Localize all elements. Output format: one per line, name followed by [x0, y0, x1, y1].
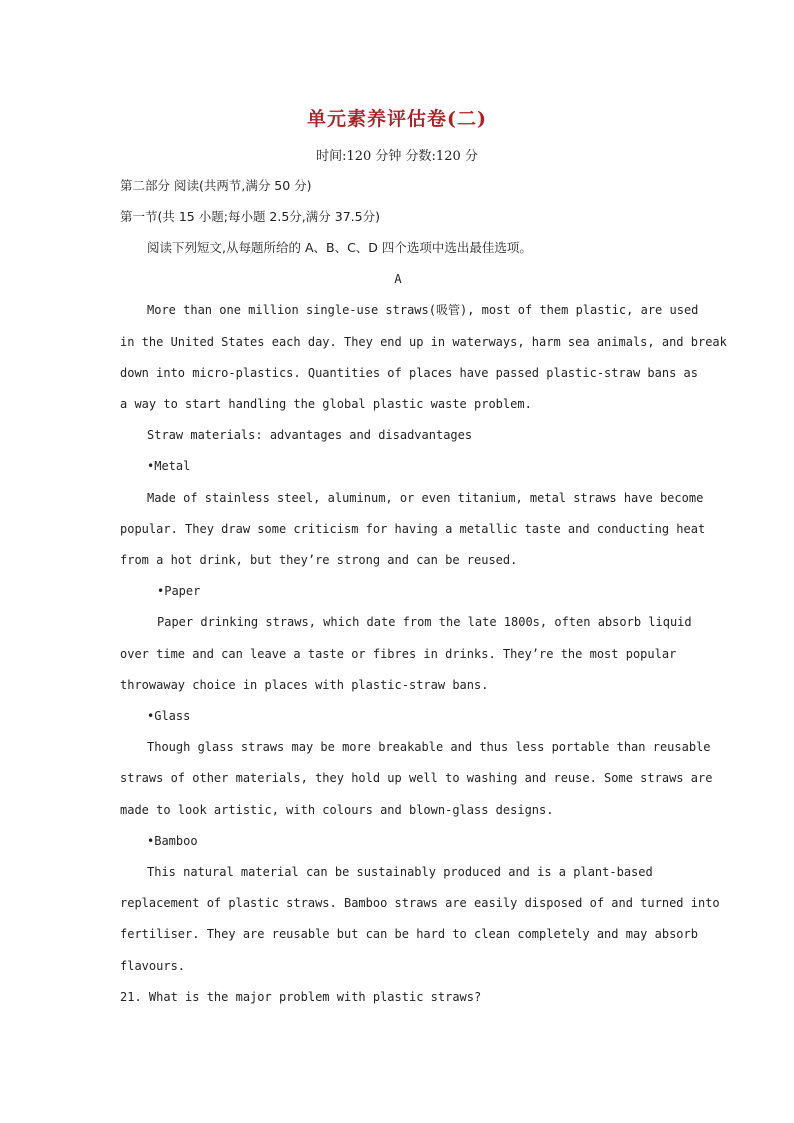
bamboo-line: replacement of plastic straws. Bamboo straws are easily disposed of and turned into: [120, 896, 720, 910]
bamboo-line: fertiliser. They are reusable but can be hard to clean completely and may absorb: [120, 927, 698, 941]
intro-line: a way to start handling the global plastic waste problem.: [120, 397, 532, 411]
glass-line: made to look artistic, with colours and blown-glass designs.: [120, 803, 554, 817]
bamboo-heading: •Bamboo: [147, 834, 198, 848]
time-score-line: 时间:120 分钟 分数:120 分: [316, 149, 478, 164]
passage-letter: A: [394, 272, 402, 286]
metal-line: popular. They draw some criticism for having a metallic taste and conducting heat: [120, 522, 706, 536]
section-heading: 第一节(共 15 小题;每小题 2.5分,满分 37.5分): [120, 209, 380, 224]
glass-line: Though glass straws may be more breakable and thus less portable than reusable: [147, 740, 711, 754]
glass-heading: •Glass: [147, 709, 191, 723]
intro-line: in the United States each day. They end up in waterways, harm sea animals, and break: [120, 335, 727, 349]
intro-line: More than one million single-use straws(吸管), most of them plastic, are used: [147, 303, 699, 317]
intro-line: down into micro-plastics. Quantities of places have passed plastic-straw bans as: [120, 366, 698, 380]
bamboo-line: flavours.: [120, 959, 186, 973]
paper-line: over time and can leave a taste or fibres in drinks. They’re the most popular: [120, 647, 677, 661]
part-heading: 第二部分 阅读(共两节,满分 50 分): [120, 178, 312, 193]
metal-heading: •Metal: [147, 459, 191, 473]
paper-line: Paper drinking straws, which date from the late 1800s, often absorb liquid: [157, 615, 692, 629]
metal-line: Made of stainless steel, aluminum, or even titanium, metal straws have become: [147, 491, 704, 505]
paper-heading: •Paper: [157, 584, 201, 598]
page-title: 单元素养评估卷(二): [307, 108, 487, 130]
question-21: 21. What is the major problem with plastic straws?: [120, 990, 482, 1004]
instruction-text: 阅读下列短文,从每题所给的 A、B、C、D 四个选项中选出最佳选项。: [147, 240, 532, 255]
bamboo-line: This natural material can be sustainably produced and is a plant-based: [147, 865, 653, 879]
paper-line: throwaway choice in places with plastic-straw bans.: [120, 678, 489, 692]
metal-line: from a hot drink, but they’re strong and can be reused.: [120, 553, 518, 567]
materials-subheading: Straw materials: advantages and disadvantages: [147, 428, 473, 442]
glass-line: straws of other materials, they hold up well to washing and reuse. Some straws are: [120, 771, 713, 785]
